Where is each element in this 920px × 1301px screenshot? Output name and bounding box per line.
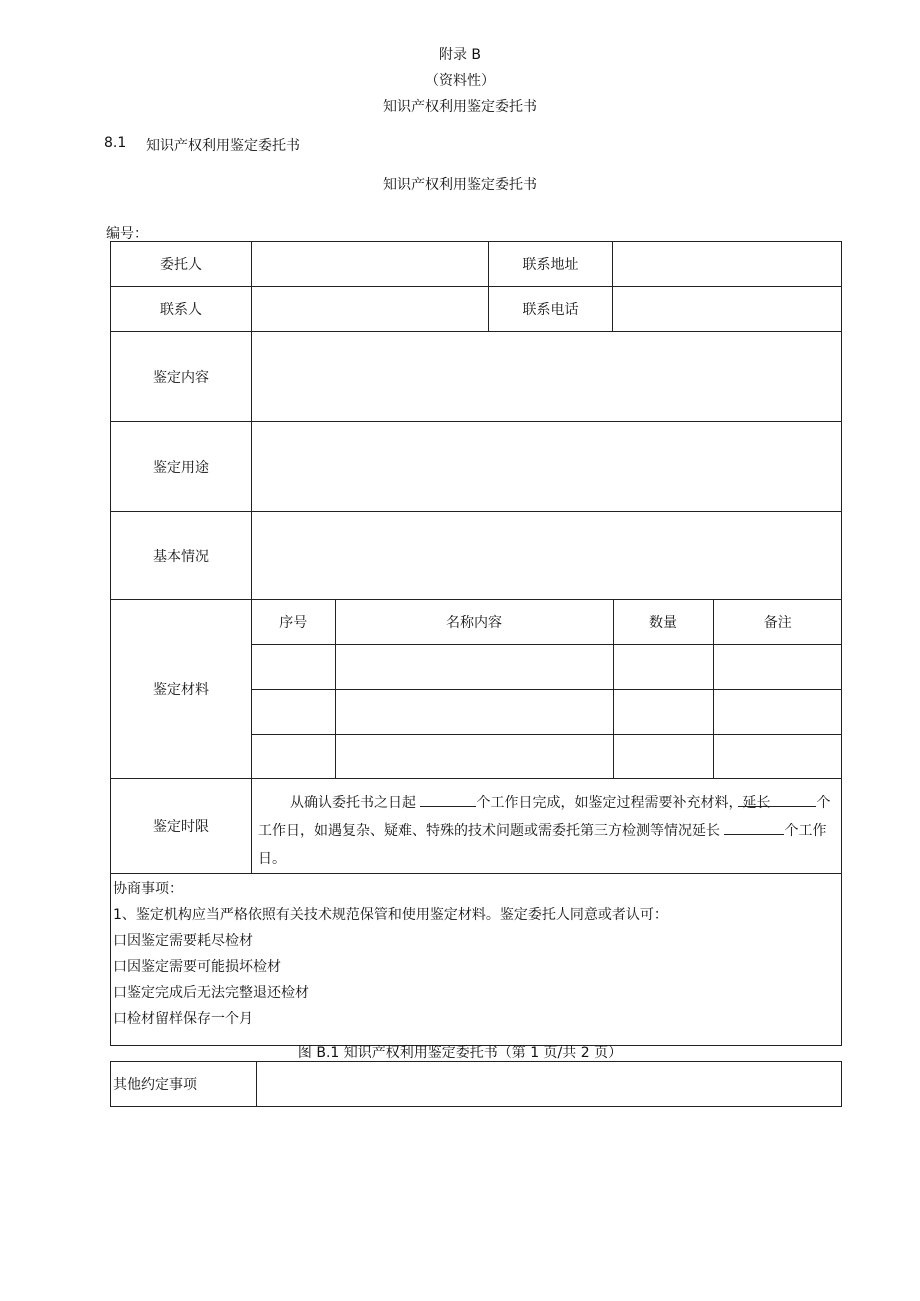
section-number: 8.1 bbox=[104, 135, 127, 151]
content-label: 鉴定内容 bbox=[111, 332, 252, 422]
time-limit-part4: 个工作日。 bbox=[258, 823, 827, 867]
materials-header-no: 序号 bbox=[252, 600, 335, 644]
materials-table bbox=[252, 600, 842, 778]
materials-cell-qty[interactable] bbox=[613, 689, 713, 734]
materials-cell-no[interactable] bbox=[252, 689, 335, 734]
time-limit-text bbox=[252, 779, 841, 873]
figure-caption: 图 B.1 知识产权利用鉴定委托书（第 1 页/共 2 页） bbox=[297, 1045, 623, 1061]
materials-cell-qty[interactable] bbox=[613, 644, 713, 689]
materials-cell bbox=[252, 600, 842, 779]
option-no-return-sample[interactable]: 口鉴定完成后无法完整退还检材 bbox=[113, 985, 309, 1001]
days-blank-2[interactable] bbox=[738, 792, 816, 807]
option-consume-sample[interactable]: 口因鉴定需要耗尽检材 bbox=[113, 933, 253, 949]
option-damage-sample[interactable]: 口因鉴定需要可能损坏检材 bbox=[113, 959, 281, 975]
basic-label: 基本情况 bbox=[111, 512, 252, 600]
appendix-title: 知识产权利用鉴定委托书 bbox=[383, 99, 537, 115]
materials-cell-name[interactable] bbox=[335, 644, 613, 689]
form-title: 知识产权利用鉴定委托书 bbox=[383, 177, 537, 193]
entrustment-form bbox=[110, 241, 842, 1046]
materials-cell-no[interactable] bbox=[252, 734, 335, 778]
negotiation-item-1: 1、鉴定机构应当严格依照有关技术规范保管和使用鉴定材料。鉴定委托人同意或者认可： bbox=[113, 907, 668, 923]
table-row bbox=[252, 734, 842, 778]
purpose-field[interactable] bbox=[252, 422, 842, 512]
content-field[interactable] bbox=[252, 332, 842, 422]
materials-header-qty: 数量 bbox=[613, 600, 713, 644]
phone-field[interactable] bbox=[613, 287, 842, 332]
time-limit-label: 鉴定时限 bbox=[111, 779, 252, 874]
time-limit-part3: 个工作日，如遇复杂、疑难、特殊的技术问题或需委托第三方检测等情况延长 bbox=[258, 795, 831, 839]
days-blank-3[interactable] bbox=[724, 820, 784, 835]
negotiation-cell bbox=[111, 874, 842, 1046]
materials-header-name: 名称内容 bbox=[335, 600, 613, 644]
address-field[interactable] bbox=[613, 242, 842, 287]
materials-cell-name[interactable] bbox=[335, 734, 613, 778]
negotiation-heading: 协商事项： bbox=[113, 881, 183, 897]
time-limit-cell bbox=[252, 779, 842, 874]
basic-field[interactable] bbox=[252, 512, 842, 600]
purpose-label: 鉴定用途 bbox=[111, 422, 252, 512]
option-retain-sample[interactable]: 口检材留样保存一个月 bbox=[113, 1011, 253, 1027]
serial-label: 编号： bbox=[106, 226, 148, 242]
client-field[interactable] bbox=[252, 242, 489, 287]
appendix-nature: （资料性） bbox=[425, 73, 495, 89]
time-limit-part2: 个工作日完成，如鉴定过程需要补充材料，延长 bbox=[476, 795, 771, 811]
days-blank-1[interactable] bbox=[420, 792, 476, 807]
materials-cell-name[interactable] bbox=[335, 689, 613, 734]
other-matters-field[interactable] bbox=[257, 1062, 842, 1107]
address-label: 联系地址 bbox=[489, 242, 613, 287]
time-limit-part1: 从确认委托书之日起 bbox=[290, 795, 416, 811]
materials-cell-no[interactable] bbox=[252, 644, 335, 689]
materials-cell-remark[interactable] bbox=[713, 644, 842, 689]
client-label: 委托人 bbox=[111, 242, 252, 287]
materials-cell-qty[interactable] bbox=[613, 734, 713, 778]
materials-cell-remark[interactable] bbox=[713, 689, 842, 734]
contact-field[interactable] bbox=[252, 287, 489, 332]
materials-header-remark: 备注 bbox=[713, 600, 842, 644]
section-title: 知识产权利用鉴定委托书 bbox=[146, 138, 300, 154]
other-matters-table bbox=[110, 1061, 842, 1107]
table-row bbox=[252, 644, 842, 689]
materials-cell-remark[interactable] bbox=[713, 734, 842, 778]
other-matters-label: 其他约定事项 bbox=[111, 1062, 257, 1107]
contact-label: 联系人 bbox=[111, 287, 252, 332]
appendix-label: 附录 B bbox=[438, 47, 482, 63]
table-row bbox=[252, 689, 842, 734]
phone-label: 联系电话 bbox=[489, 287, 613, 332]
materials-label: 鉴定材料 bbox=[111, 600, 252, 779]
